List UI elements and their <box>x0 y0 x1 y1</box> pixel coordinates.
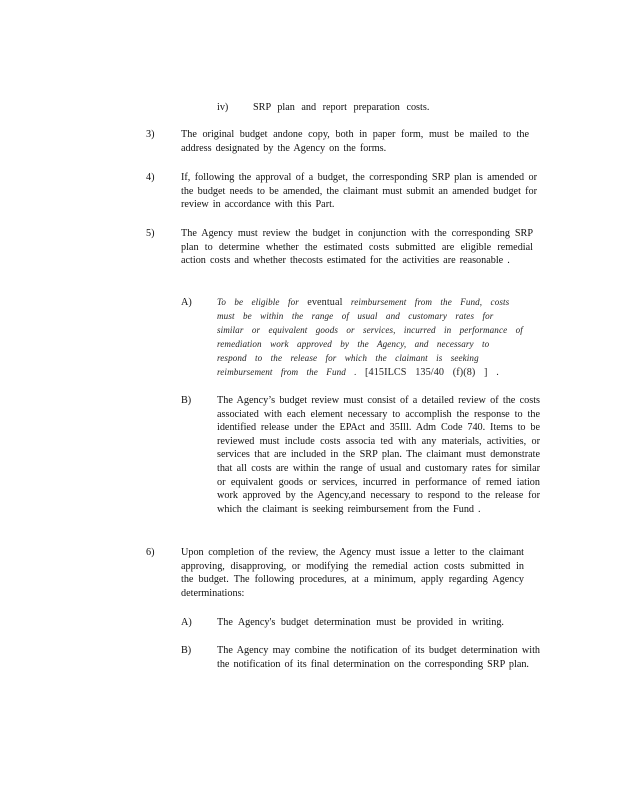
item-5a-text <box>217 296 527 379</box>
item-5a-label: A) <box>181 297 192 308</box>
item-5-text: The Agency must review the budget in conjunction with the corresponding SRP plan to determine whether the estimated costs submitted are eligible remedial action costs and whether thecosts estimated for the activities are reasonable . <box>181 228 533 267</box>
item-iv-label: iv) <box>217 102 229 113</box>
item-6-number: 6) <box>146 547 155 558</box>
item-5a-text-start: To be eligible for <box>217 297 299 307</box>
item-5a-citation: [415ILCS 135/40 (f)(8) ] . <box>365 366 499 378</box>
item-5b-label: B) <box>181 395 192 406</box>
item-iv-text: SRP plan and report preparation costs. <box>253 102 430 113</box>
item-4-number: 4) <box>146 172 155 183</box>
item-6-text: Upon completion of the review, the Agency must issue a letter to the claimant approving, disapproving, or modifying the remedial action costs submitted in the budget. The following procedures, at a minimum, apply regarding Agency determinations: <box>181 547 524 599</box>
item-3-text: The original budget andone copy, both in paper form, must be mailed to the address designated by the Agency on the forms. <box>181 129 529 154</box>
item-5b-text: The Agency’s budget review must consist of a detailed review of the costs associated with each element necessary to accomplish the response to the identified release under the EPAct and 35Ill. Adm Code 740. Items to be reviewed must include costs associa ted with any materials, activities, or services that are included in the SRP plan. The claimant must demonstrate that all costs are within the range of usual and customary rates for similar or equivalent goods or services, incurred in performance of remed iation work approved by the Agency,and necessary to respond to the release for which the claimant is seeking reimbursement from the Fund . <box>217 395 540 515</box>
item-6a-label: A) <box>181 617 192 628</box>
item-5-number: 5) <box>146 228 155 239</box>
item-6a-text: The Agency's budget determination must be provided in writing. <box>217 617 504 628</box>
item-4-text: If, following the approval of a budget, the corresponding SRP plan is amended or the budget needs to be amended, the claimant must submit an amended budget for review in accordance with this Part. <box>181 172 537 211</box>
item-6b-label: B) <box>181 645 192 656</box>
item-5a-text-rest: reimbursement from the Fund, costs must be within the range of usual and customary rates for similar or equivalent goods or services, incurred in performance of remediation work approved by the Agency, and necessary to respond to the release for which the claimant is seeking reimbursement from the Fund . <box>217 297 523 377</box>
item-5a-upright-word: eventual <box>307 297 343 308</box>
item-3-number: 3) <box>146 129 155 140</box>
item-6b-text: The Agency may combine the notification of its budget determination with the notification of its final determination on the corresponding SRP plan. <box>217 645 540 670</box>
